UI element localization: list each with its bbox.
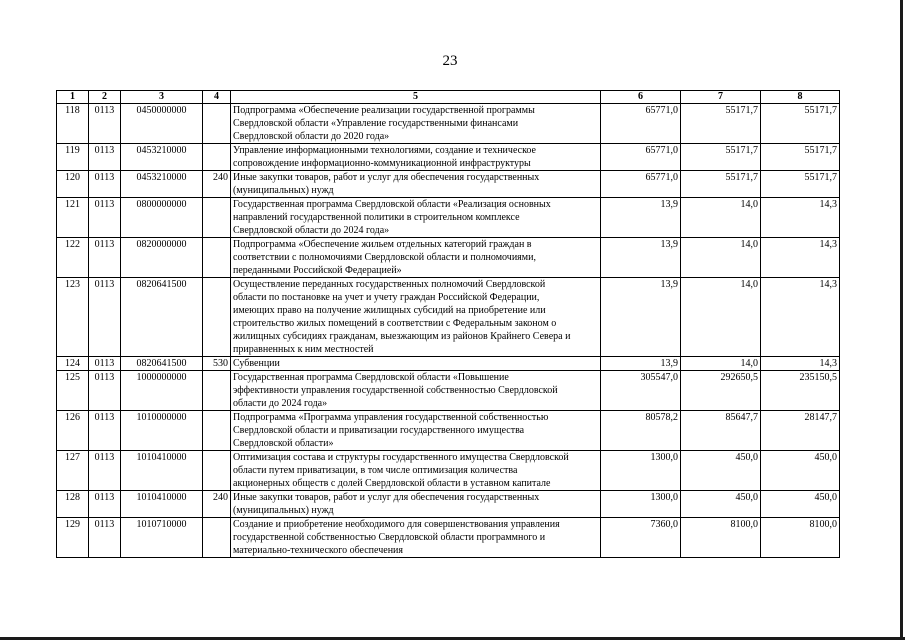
section-code: 0113 (89, 518, 121, 558)
item-description (231, 278, 601, 357)
description-line: Свердловской области до 2024 года» (233, 225, 390, 236)
description-line: жилищных субсидиях гражданам, выезжающим из районов Крайнего Севера и (233, 331, 571, 342)
row-number: 129 (57, 518, 89, 558)
item-description (231, 371, 601, 411)
description-line: эффективности управления государственной собственностью Свердловской (233, 385, 558, 396)
table-row (57, 357, 840, 371)
row-number: 123 (57, 278, 89, 357)
target-article-code: 1010000000 (121, 411, 203, 451)
target-article-code: 1010410000 (121, 491, 203, 518)
table-row (57, 451, 840, 491)
section-code: 0113 (89, 357, 121, 371)
row-number: 119 (57, 144, 89, 171)
amount-col-6: 80578,2 (601, 411, 681, 451)
section-code: 0113 (89, 278, 121, 357)
amount-col-8: 14,3 (761, 198, 840, 238)
row-number: 128 (57, 491, 89, 518)
amount-col-6: 13,9 (601, 278, 681, 357)
amount-col-6: 13,9 (601, 198, 681, 238)
row-number: 120 (57, 171, 89, 198)
amount-col-6: 13,9 (601, 357, 681, 371)
table-row (57, 198, 840, 238)
description-line: Свердловской области «Управление государственными финансами (233, 118, 519, 129)
amount-col-8: 55171,7 (761, 104, 840, 144)
amount-col-7: 85647,7 (681, 411, 761, 451)
target-article-code: 0820000000 (121, 238, 203, 278)
expense-type-code (203, 411, 231, 451)
expense-type-code (203, 144, 231, 171)
description-line: приравненных к ним местностей (233, 344, 374, 355)
description-line: Государственная программа Свердловской области «Повышение (233, 372, 509, 383)
section-code: 0113 (89, 238, 121, 278)
amount-col-6: 1300,0 (601, 451, 681, 491)
amount-col-8: 14,3 (761, 238, 840, 278)
table-row (57, 171, 840, 198)
target-article-code: 1010410000 (121, 451, 203, 491)
description-line: государственной собственностью Свердловской области программного и (233, 532, 546, 543)
description-line: строительство жилых помещений в соответствии с Федеральным законом о (233, 318, 557, 329)
amount-col-8: 55171,7 (761, 144, 840, 171)
amount-col-7: 450,0 (681, 491, 761, 518)
description-line: (муниципальных) нужд (233, 185, 334, 196)
expense-type-code: 530 (203, 357, 231, 371)
amount-col-8: 450,0 (761, 451, 840, 491)
header-cell: 7 (681, 91, 761, 104)
table-row (57, 238, 840, 278)
description-line: направлений государственной политики в строительном комплексе (233, 212, 520, 223)
table-row (57, 518, 840, 558)
amount-col-8: 450,0 (761, 491, 840, 518)
target-article-code: 0450000000 (121, 104, 203, 144)
item-description (231, 198, 601, 238)
page-number: 23 (442, 53, 458, 69)
description-line: сопровождение информационно-коммуникационной инфраструктуры (233, 158, 531, 169)
amount-col-7: 14,0 (681, 238, 761, 278)
row-number: 127 (57, 451, 89, 491)
expense-type-code (203, 198, 231, 238)
expense-type-code (203, 451, 231, 491)
description-line: Подпрограмма «Обеспечение реализации государственной программы (233, 105, 535, 116)
amount-col-7: 14,0 (681, 278, 761, 357)
budget-table (56, 90, 840, 558)
description-line: Государственная программа Свердловской области «Реализация основных (233, 199, 551, 210)
description-line: Оптимизация состава и структуры государственного имущества Свердловской (233, 452, 569, 463)
amount-col-7: 55171,7 (681, 171, 761, 198)
amount-col-6: 65771,0 (601, 144, 681, 171)
table-body (57, 104, 840, 558)
header-cell: 5 (231, 91, 601, 104)
item-description (231, 357, 601, 371)
description-line: имеющих право на получение жилищных субсидий на приобретение или (233, 305, 546, 316)
description-line: Свердловской области и приватизации государственного имущества (233, 425, 525, 436)
amount-col-7: 292650,5 (681, 371, 761, 411)
amount-col-6: 13,9 (601, 238, 681, 278)
target-article-code: 0453210000 (121, 144, 203, 171)
item-description (231, 451, 601, 491)
header-cell: 6 (601, 91, 681, 104)
table-row (57, 371, 840, 411)
description-line: области по постановке на учет и учету граждан Российской Федерации, (233, 292, 540, 303)
amount-col-8: 28147,7 (761, 411, 840, 451)
description-line: Иные закупки товаров, работ и услуг для обеспечения государственных (233, 492, 540, 503)
description-line: (муниципальных) нужд (233, 505, 334, 516)
section-code: 0113 (89, 411, 121, 451)
table-row (57, 491, 840, 518)
expense-type-code (203, 278, 231, 357)
description-line: Подпрограмма «Обеспечение жильем отдельных категорий граждан в (233, 239, 532, 250)
amount-col-7: 55171,7 (681, 104, 761, 144)
description-line: акционерных обществ с долей Свердловской области в уставном капитале (233, 478, 551, 489)
expense-type-code (203, 518, 231, 558)
item-description (231, 104, 601, 144)
section-code: 0113 (89, 371, 121, 411)
description-line: Свердловской области» (233, 438, 334, 449)
row-number: 126 (57, 411, 89, 451)
expense-type-code: 240 (203, 491, 231, 518)
row-number: 118 (57, 104, 89, 144)
amount-col-8: 235150,5 (761, 371, 840, 411)
target-article-code: 0453210000 (121, 171, 203, 198)
table-row (57, 104, 840, 144)
header-cell: 3 (121, 91, 203, 104)
amount-col-8: 8100,0 (761, 518, 840, 558)
amount-col-8: 55171,7 (761, 171, 840, 198)
description-line: Создание и приобретение необходимого для совершенствования управления (233, 519, 560, 530)
amount-col-6: 65771,0 (601, 171, 681, 198)
target-article-code: 0820641500 (121, 278, 203, 357)
amount-col-8: 14,3 (761, 278, 840, 357)
description-line: материально-технического обеспечения (233, 545, 403, 556)
amount-col-6: 7360,0 (601, 518, 681, 558)
section-code: 0113 (89, 451, 121, 491)
description-line: Иные закупки товаров, работ и услуг для обеспечения государственных (233, 172, 540, 183)
item-description (231, 238, 601, 278)
amount-col-8: 14,3 (761, 357, 840, 371)
section-code: 0113 (89, 198, 121, 238)
description-line: области путем приватизации, в том числе оптимизация количества (233, 465, 518, 476)
amount-col-7: 14,0 (681, 198, 761, 238)
amount-col-6: 305547,0 (601, 371, 681, 411)
table-row (57, 411, 840, 451)
header-cell: 4 (203, 91, 231, 104)
section-code: 0113 (89, 171, 121, 198)
description-line: Свердловской области до 2020 года» (233, 131, 390, 142)
scan-edge-right (900, 0, 903, 640)
target-article-code: 0820641500 (121, 357, 203, 371)
target-article-code: 1010710000 (121, 518, 203, 558)
item-description (231, 411, 601, 451)
description-line: Субвенции (233, 358, 280, 369)
header-cell: 8 (761, 91, 840, 104)
item-description (231, 171, 601, 198)
row-number: 124 (57, 357, 89, 371)
description-line: области до 2024 года» (233, 398, 328, 409)
description-line: Управление информационными технологиями, создание и техническое (233, 145, 536, 156)
item-description (231, 144, 601, 171)
description-line: Подпрограмма «Программа управления государственной собственностью (233, 412, 549, 423)
row-number: 125 (57, 371, 89, 411)
item-description (231, 491, 601, 518)
expense-type-code (203, 104, 231, 144)
row-number: 121 (57, 198, 89, 238)
description-line: Осуществление переданных государственных полномочий Свердловской (233, 279, 546, 290)
description-line: переданными Российской Федерацией» (233, 265, 402, 276)
header-cell: 1 (57, 91, 89, 104)
section-code: 0113 (89, 144, 121, 171)
row-number: 122 (57, 238, 89, 278)
expense-type-code (203, 371, 231, 411)
target-article-code: 1000000000 (121, 371, 203, 411)
amount-col-7: 8100,0 (681, 518, 761, 558)
target-article-code: 0800000000 (121, 198, 203, 238)
section-code: 0113 (89, 104, 121, 144)
amount-col-7: 450,0 (681, 451, 761, 491)
table-row (57, 144, 840, 171)
amount-col-7: 14,0 (681, 357, 761, 371)
amount-col-6: 1300,0 (601, 491, 681, 518)
section-code: 0113 (89, 491, 121, 518)
item-description (231, 518, 601, 558)
amount-col-7: 55171,7 (681, 144, 761, 171)
description-line: соответствии с полномочиями Свердловской области и полномочиями, (233, 252, 536, 263)
expense-type-code: 240 (203, 171, 231, 198)
expense-type-code (203, 238, 231, 278)
header-cell: 2 (89, 91, 121, 104)
table-header-row (57, 91, 840, 104)
amount-col-6: 65771,0 (601, 104, 681, 144)
table-row (57, 278, 840, 357)
